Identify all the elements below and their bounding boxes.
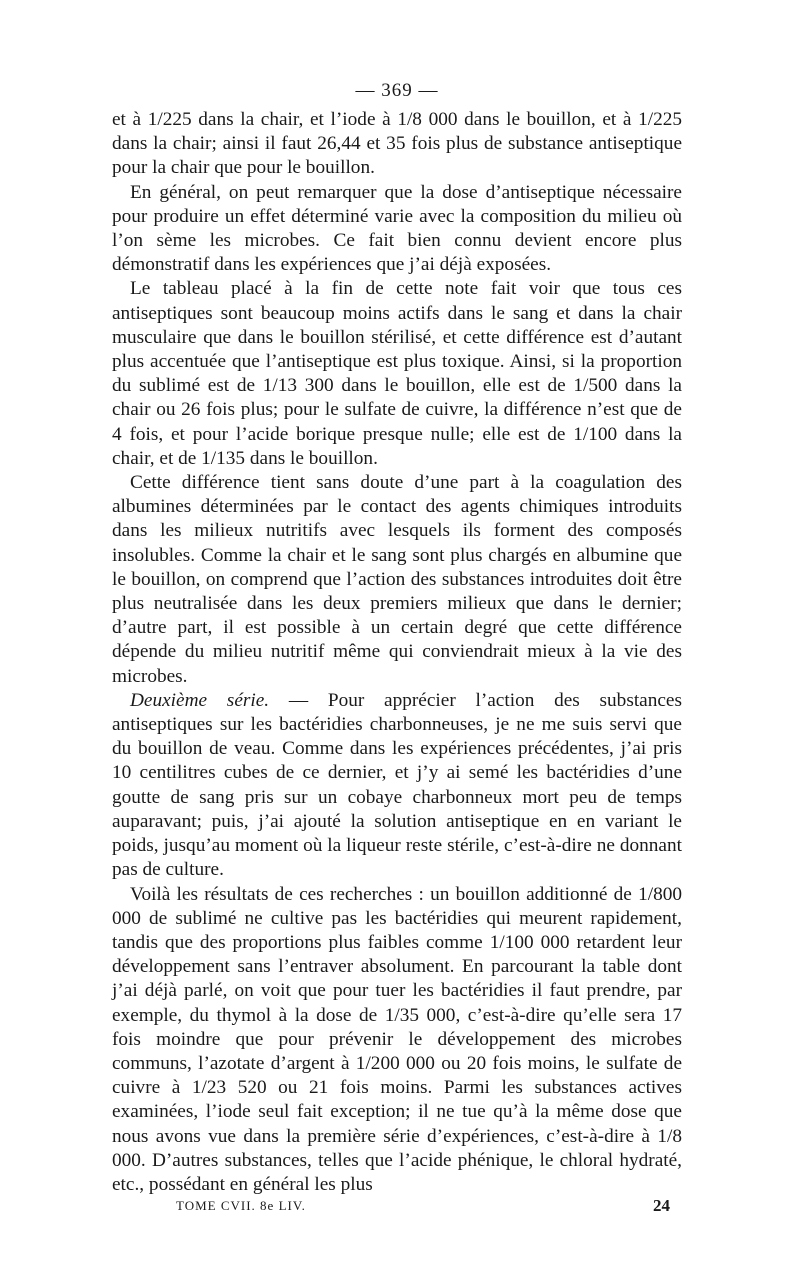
section-heading: Deuxième série. [130,689,270,711]
page-number: — 369 — [355,80,439,101]
paragraph-albumin-coagulation: Cette différence tient sans doute d’une part à la coagulation des albumines déterminées par le contact des agents chimiques introduits dans les milieux nutritifs avec lesquels ils forment des composés insolubles. Comme la chair et le sang sont plus chargés en albumine que le bouillon, on comprend que l’action des substances introduites doit être plus neutralisée dans les deux premiers milieux que dans le dernier; d’autre part, il est possible à un certain degré que cette différence dépende du milieu nutritif même qui conviendrait mieux à la vie des microbes. [112,472,682,687]
paragraph-general-remark: En général, on peut remarquer que la dose d’antiseptique nécessaire pour produire un effet déterminé varie avec la composition du milieu où l’on sème les microbes. Ce fait bien connu devient encore plus démonstratif dans les expériences que j’ai déjà exposées. [112,181,682,276]
paragraph-results: Voilà les résultats de ces recherches : un bouillon additionné de 1/800 000 de sublimé ne cultive pas les bactéridies qui meurent rapidement, tandis que des proportions plus faibles comme 1/100 000 retardent leur développement sans l’entraver absolument. En parcourant la table dont j’ai déjà parlé, on voit que pour tuer les bactéridies il faut prendre, par exemple, du thymol à la dose de 1/35 000, c’est-à-dire qu’elle sera 17 fois moindre que pour prévenir le développement des microbes communs, l’azotate d’argent à 1/200 000 ou 20 fois moins, le sulfate de cuivre à 1/23 520 ou 21 fois moins. Parmi les substances actives examinées, l’iode seul fait exception; il ne tue qu’à la même dose que nous avons vue dans la première série d’expériences, c’est-à-dire à 1/8 000. D’autres substances, telles que l’acide phénique, le chloral hydraté, etc., possédant en général les plus [112,883,682,1195]
page-footer [112,1198,682,1214]
volume-signature: TOME CVII. 8e LIV. [176,1198,306,1214]
paragraph-continuation: et à 1/225 dans la chair, et l’iode à 1/8 000 dans le bouillon, et à 1/225 dans la chair; ainsi il faut 26,44 et 35 fois plus de substance antiseptique pour la chair que pour le bouillon. [112,109,682,179]
sheet-signature: 24 [653,1196,670,1216]
book-page [112,78,682,1214]
section-text: — Pour apprécier l’action des substances antiseptiques sur les bactéridies charbonneuses, je ne me suis servi que du bouillon de veau. Comme dans les expériences précédentes, j’ai pris 10 centilitres cubes de ce dernier, et j’y ai semé les bactéridies d’une goutte de sang pris sur un cobaye charbonneux mort peu de temps auparavant; puis, j’ai ajouté la solution antiseptique en en variant le poids, jusqu’au moment où la liqueur reste stérile, c’est-à-dire ne donnant pas de culture. [112,689,682,881]
body-text [112,108,682,1197]
paragraph-table-comparison: Le tableau placé à la fin de cette note fait voir que tous ces antiseptiques sont beaucoup moins actifs dans le sang et dans la chair musculaire que dans le bouillon stérilisé, et cette différence est d’autant plus accentuée que l’antiseptique est plus toxique. Ainsi, si la proportion du sublimé est de 1/13 300 dans le bouillon, elle est de 1/500 dans la chair ou 26 fois plus; pour le sulfate de cuivre, la différence n’est que de 4 fois, et pour l’acide borique presque nulle; elle est de 1/100 dans la chair, et de 1/135 dans le bouillon. [112,278,682,469]
paragraph-second-series [112,689,682,883]
